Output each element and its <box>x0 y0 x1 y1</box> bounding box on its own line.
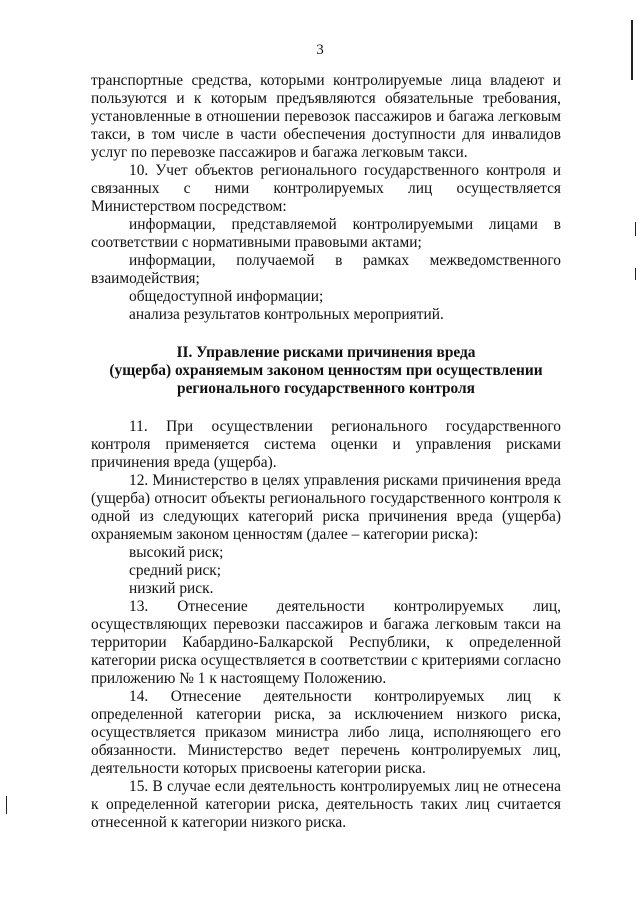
section-heading-line-3: регионального государственного контроля <box>177 380 475 397</box>
list-item-public-information: общедоступной информации; <box>129 288 324 305</box>
list-item-control-results: анализа результатов контрольных мероприятий. <box>129 306 444 323</box>
paragraph-15: 15. В случае если деятельность контролируемых лиц не отнесена к определенной категории риска, деятельность таких лиц считается отнесенной к категории низкого риска. <box>91 778 561 831</box>
paragraph-11: 11. При осуществлении регионального государственного контроля применяется система оценки и управления рисками причинения вреда (ущерба). <box>91 418 561 471</box>
scan-edge-mark-mid <box>635 222 636 236</box>
list-item-low-risk: низкий риск. <box>129 580 214 597</box>
page-number: 3 <box>316 42 324 58</box>
paragraph-13: 13. Отнесение деятельности контролируемых лиц, осуществляющих перевозки пассажиров и багажа легковым такси на территории Кабардино-Балкарской Республики, к определенной категории риска осуществляется в соответствии с критериями согласно приложению № 1 к настоящему Положению. <box>91 598 561 687</box>
section-heading-line-2: (ущерба) охраняемым законом ценностям при осуществлении <box>109 362 543 379</box>
scan-edge-mark-top <box>631 20 633 80</box>
scan-edge-mark-mid-2 <box>635 268 636 280</box>
paragraph-continuation: транспортные средства, которыми контролируемые лица владеют и пользуются и к которым предъявляются обязательные требования, установленные в отношении перевозок пассажиров и багажа легковым такси, в том числе в части обеспечения доступности для инвалидов услуг по перевозке пассажиров и багажа легковым такси. <box>91 72 561 161</box>
scan-edge-mark-left <box>6 796 7 814</box>
section-heading-line-1: II. Управление рисками причинения вреда <box>176 344 476 361</box>
section-heading <box>91 344 561 398</box>
list-item-interagency-information: информации, получаемой в рамках межведомственного взаимодействия; <box>91 252 561 287</box>
document-body <box>91 72 561 832</box>
list-item-medium-risk: средний риск; <box>129 562 222 579</box>
paragraph-14: 14. Отнесение деятельности контролируемых лиц к определенной категории риска, за исключением низкого риска, осуществляется приказом министра либо лица, исполняющего его обязанности. Министерство ведет перечень контролируемых лиц, деятельности которых присвоены категории риска. <box>91 688 561 777</box>
list-item-high-risk: высокий риск; <box>129 544 224 561</box>
paragraph-10: 10. Учет объектов регионального государственного контроля и связанных с ними контролируемых лиц осуществляется Министерством посредством: <box>91 162 561 215</box>
paragraph-12: 12. Министерство в целях управления рисками причинения вреда (ущерба) относит объекты регионального государственного контроля к одной из следующих категорий риска причинения вреда (ущерба) охраняемым законом ценностям (далее – категории риска): <box>91 472 561 543</box>
list-item-information-provided: информации, представляемой контролируемыми лицами в соответствии с нормативными правовыми актами; <box>91 216 561 251</box>
